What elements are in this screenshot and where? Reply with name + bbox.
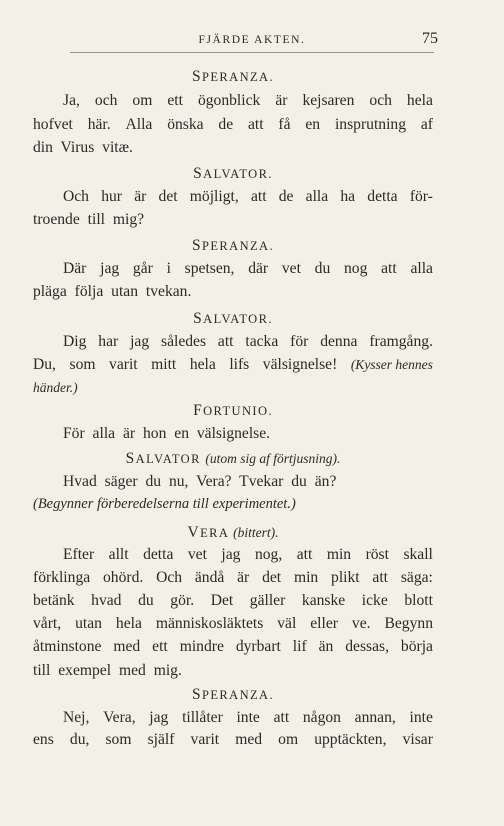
speaker-with-direction: SALVATOR (utom sig af förtjusning). bbox=[125, 450, 341, 467]
text-line: hofvet här. Alla önska de att få en insprutning af bbox=[33, 116, 433, 133]
text-line: Nej, Vera, jag tillåter inte att någon annan, inte bbox=[63, 709, 433, 726]
text-line: vårt, utan hela människosläktets väl eller ve. Begynn bbox=[33, 615, 433, 632]
speaker-name: FORTUNIO. bbox=[193, 402, 273, 419]
speaker-name: SPERANZA. bbox=[192, 686, 274, 703]
text-line: Dig har jag således att tacka för denna framgång. bbox=[63, 333, 433, 350]
speaker-name: SALVATOR. bbox=[193, 310, 273, 327]
running-head: FJÄRDE AKTEN. bbox=[198, 34, 306, 46]
text-line: Hvad säger du nu, Vera? Tvekar du än? bbox=[63, 473, 337, 490]
stage-direction: (Begynner förberedelserna till experimentet.) bbox=[33, 496, 296, 512]
header-rule bbox=[70, 52, 434, 53]
text-line: din Virus vitæ. bbox=[33, 139, 133, 156]
speaker-with-direction: VERA (bittert). bbox=[187, 524, 279, 541]
text-line: Och hur är det möjligt, att de alla ha detta för- bbox=[63, 188, 433, 205]
speaker-name: SALVATOR. bbox=[193, 165, 273, 182]
page-header bbox=[70, 30, 438, 56]
speaker-name: SPERANZA. bbox=[192, 68, 274, 85]
text-line: förklinga ohörd. Och ändå är det min plikt att säga: bbox=[33, 569, 433, 586]
text-line: Efter allt detta vet jag nog, att min röst skall bbox=[63, 546, 433, 563]
text-line: Där jag går i spetsen, där vet du nog att alla bbox=[63, 260, 433, 277]
text-line: pläga följa utan tvekan. bbox=[33, 283, 192, 300]
page-number: 75 bbox=[422, 30, 438, 47]
stage-direction: händer.) bbox=[33, 380, 78, 395]
text-line: troende till mig? bbox=[33, 211, 145, 228]
text-line: betänk hvad du gör. Det gäller kanske icke blott bbox=[33, 592, 433, 609]
text-line: ens du, som själf varit med om upptäckten, visar bbox=[33, 731, 433, 748]
text-line: För alla är hon en välsignelse. bbox=[63, 425, 271, 442]
text-line: Du, som varit mitt hela lifs välsignelse! (Kysser hennes bbox=[33, 356, 433, 373]
text-line: åtminstone med ett mindre dyrbart lif än dessas, börja bbox=[33, 638, 433, 655]
speaker-name: SPERANZA. bbox=[192, 237, 274, 254]
text-line: Ja, och om ett ögonblick är kejsaren och hela bbox=[63, 92, 433, 109]
text-line: till exempel med mig. bbox=[33, 662, 182, 679]
